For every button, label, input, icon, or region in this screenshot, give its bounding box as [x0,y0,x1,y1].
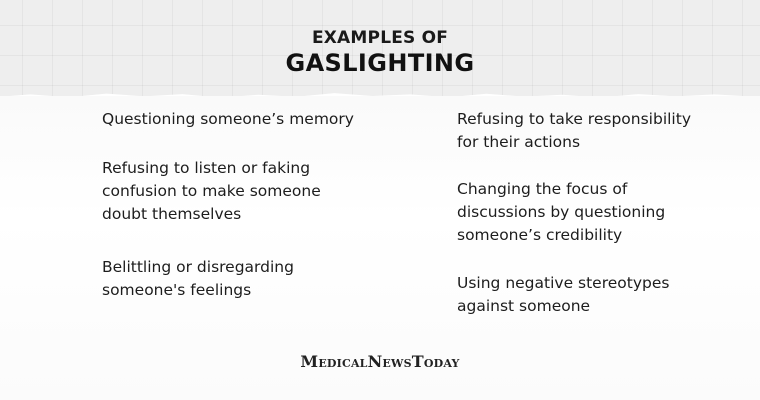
list-item: Refusing to listen or faking confusion to make someone doubt themselves [102,159,321,223]
list-item: Questioning someone’s memory [102,110,354,128]
title [0,27,760,77]
list-item: Belittling or disregarding someone's feelings [102,258,294,299]
brand-logo: MedicalNewsToday [300,352,460,371]
list-item: Refusing to take responsibility for their actions [457,110,691,151]
list-item: Using negative stereotypes against someone [457,274,670,315]
list-item: Changing the focus of discussions by questioning someone’s credibility [457,180,666,244]
title-line-2: GASLIGHTING [285,49,475,77]
title-line-1: EXAMPLES OF [311,28,449,48]
